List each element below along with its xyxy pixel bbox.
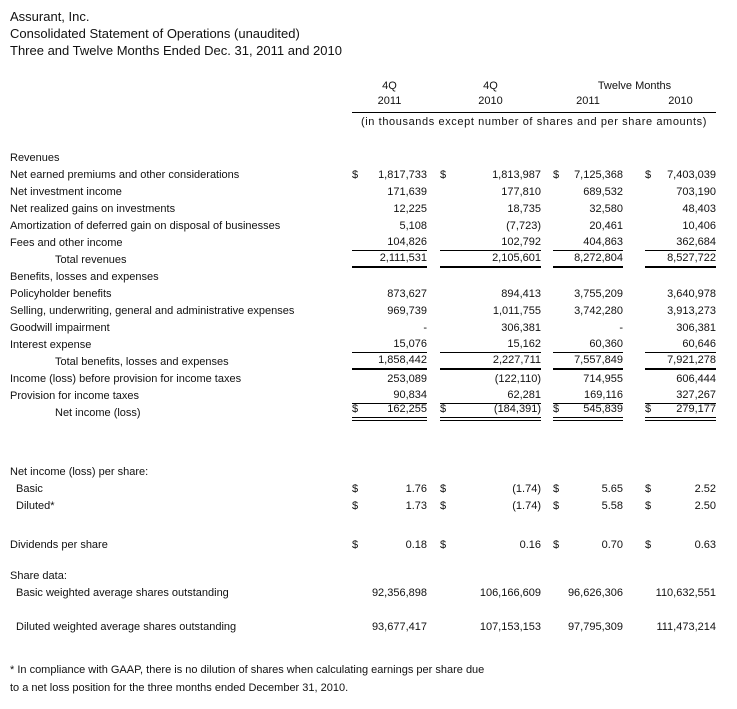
- cell-value: 327,267: [676, 389, 716, 401]
- cell: [645, 498, 716, 514]
- units-note: (in thousands except number of shares and per share amounts): [360, 116, 707, 128]
- cell: [440, 401, 541, 421]
- cell: [440, 352, 541, 370]
- cell-value: 1,858,442: [378, 354, 427, 366]
- cell-value: 0.63: [694, 539, 716, 551]
- cell-value: 714,955: [583, 373, 623, 385]
- cell: [440, 619, 541, 635]
- cell-value: 1.76: [405, 483, 427, 495]
- cell: [553, 352, 623, 370]
- cell-value: 1,011,755: [492, 305, 541, 317]
- table-row: [0, 584, 737, 601]
- row-label: Net earned premiums and other considerations: [10, 169, 240, 181]
- cell: [440, 250, 541, 268]
- cell-value: 3,755,209: [574, 288, 623, 300]
- row-label: Amortization of deferred gain on disposal of businesses: [10, 220, 281, 232]
- cell-value: 48,403: [682, 203, 716, 215]
- cell: [352, 585, 427, 601]
- dollar-sign: $: [352, 500, 359, 512]
- dollar-sign: $: [645, 483, 652, 495]
- cell-value: 253,089: [387, 373, 427, 385]
- cell-value: 2,227,711: [492, 354, 541, 366]
- cell-value: 873,627: [387, 288, 427, 300]
- cell: [440, 234, 541, 251]
- dollar-sign: $: [440, 483, 447, 495]
- cell: [440, 218, 541, 234]
- cell: [645, 537, 716, 553]
- table-row: [0, 183, 737, 200]
- header-spacer: [0, 94, 352, 109]
- row-label: Goodwill impairment: [10, 322, 110, 334]
- cell: [553, 184, 623, 200]
- cell-value: 18,735: [507, 203, 541, 215]
- cell: [645, 250, 716, 268]
- cell: [352, 481, 427, 497]
- cell: [553, 498, 623, 514]
- table-row: [0, 370, 737, 387]
- year-header-tm-2010: 2010: [668, 95, 693, 107]
- cell-value: -: [423, 322, 427, 334]
- cell-value: 703,190: [676, 186, 716, 198]
- column-header-q4-2011: 4Q: [382, 80, 397, 92]
- cell: [352, 286, 427, 302]
- cell-value: 92,356,898: [371, 587, 427, 599]
- cell-value: 2,111,531: [379, 252, 427, 264]
- cell-value: 7,403,039: [667, 169, 716, 181]
- cell: [440, 303, 541, 319]
- cell: [440, 481, 541, 497]
- row-label: Diluted*: [16, 500, 55, 512]
- cell-value: 102,792: [501, 236, 541, 248]
- cell: [553, 167, 623, 183]
- section-header: Share data:: [10, 570, 67, 582]
- cell: [553, 201, 623, 217]
- cell: [440, 585, 541, 601]
- cell: [352, 320, 427, 336]
- cell-value: 2.52: [694, 483, 716, 495]
- table-row: [0, 302, 737, 319]
- table-row: [0, 251, 737, 268]
- cell: [645, 303, 716, 319]
- cell-value: 90,834: [393, 389, 427, 401]
- row-label: Dividends per share: [10, 539, 108, 551]
- row-label: Total benefits, losses and expenses: [55, 356, 229, 368]
- cell: [553, 234, 623, 251]
- cell: [645, 336, 716, 353]
- cell-value: 606,444: [676, 373, 716, 385]
- cell: [440, 320, 541, 336]
- cell-value: 177,810: [501, 186, 541, 198]
- row-label: Net income (loss): [55, 407, 141, 419]
- row-label: Net investment income: [10, 186, 122, 198]
- cell-value: 5.65: [601, 483, 623, 495]
- cell: [440, 336, 541, 353]
- cell: [553, 336, 623, 353]
- table-row: [0, 497, 737, 514]
- table-row: [0, 336, 737, 353]
- row-label: Basic weighted average shares outstanding: [16, 587, 229, 599]
- dollar-sign: $: [553, 169, 560, 181]
- statement-title: Consolidated Statement of Operations (unaudited): [10, 26, 300, 41]
- cell: [352, 234, 427, 251]
- cell-value: 169,116: [584, 389, 623, 401]
- table-row: [0, 567, 737, 584]
- table-row: [0, 217, 737, 234]
- cell-value: 106,166,609: [479, 587, 541, 599]
- dollar-sign: $: [440, 169, 447, 181]
- footnote-line: * In compliance with GAAP, there is no dilution of shares when calculating earnings per share due: [10, 664, 485, 676]
- row-label: Fees and other income: [10, 237, 123, 249]
- row-label: Policyholder benefits: [10, 288, 112, 300]
- period-line: Three and Twelve Months Ended Dec. 31, 2011 and 2010: [10, 43, 342, 58]
- dollar-sign: $: [352, 169, 359, 181]
- cell-value: 93,677,417: [371, 621, 427, 633]
- row-label: Provision for income taxes: [10, 390, 139, 402]
- table-row: [0, 319, 737, 336]
- dollar-sign: $: [553, 500, 560, 512]
- cell: [553, 286, 623, 302]
- cell-value: (1.74): [512, 500, 541, 512]
- cell-value: 110,632,551: [655, 587, 716, 599]
- cell-value: 7,921,278: [667, 354, 716, 366]
- cell-value: 62,281: [507, 389, 541, 401]
- row-label: Basic: [16, 483, 43, 495]
- cell: [645, 585, 716, 601]
- cell-value: 32,580: [589, 203, 623, 215]
- table-row: [0, 149, 737, 166]
- cell: [553, 401, 623, 421]
- cell: [440, 498, 541, 514]
- cell-value: 3,742,280: [574, 305, 623, 317]
- cell: [645, 481, 716, 497]
- cell-value: 969,739: [387, 305, 427, 317]
- cell: [352, 250, 427, 268]
- column-header-twelve-months: Twelve Months: [597, 80, 672, 92]
- cell: [645, 234, 716, 251]
- cell: [553, 320, 623, 336]
- table-row: [0, 166, 737, 183]
- footnote-line: to a net loss position for the three months ended December 31, 2010.: [10, 682, 349, 694]
- cell-value: 0.16: [519, 539, 541, 551]
- cell-value: 10,406: [682, 220, 716, 232]
- section-header: Net income (loss) per share:: [10, 466, 149, 478]
- dollar-sign: $: [645, 169, 652, 181]
- cell: [352, 184, 427, 200]
- cell-value: 5.58: [601, 500, 623, 512]
- cell-value: 7,125,368: [574, 169, 623, 181]
- table-row: [0, 480, 737, 497]
- cell-value: 689,532: [583, 186, 623, 198]
- cell: [553, 585, 623, 601]
- cell-value: -: [619, 322, 623, 334]
- cell: [553, 218, 623, 234]
- cell-value: 3,913,273: [667, 305, 716, 317]
- dollar-sign: $: [352, 539, 359, 551]
- row-label: Net realized gains on investments: [10, 203, 176, 215]
- cell: [645, 401, 716, 421]
- cell-value: 12,225: [393, 203, 427, 215]
- dollar-sign: $: [645, 539, 652, 551]
- cell-value: 104,826: [387, 236, 427, 248]
- cell-value: 8,527,722: [667, 252, 716, 264]
- cell-value: 7,557,849: [574, 354, 623, 366]
- table-row: [0, 463, 737, 480]
- year-header-tm-2011: 2011: [576, 95, 600, 107]
- table-row: [0, 536, 737, 553]
- cell: [645, 352, 716, 370]
- company-name: Assurant, Inc.: [10, 9, 90, 24]
- cell: [645, 184, 716, 200]
- table-row: [0, 200, 737, 217]
- cell: [645, 167, 716, 183]
- row-label: Diluted weighted average shares outstanding: [16, 621, 237, 633]
- cell-value: 111,473,214: [656, 621, 716, 633]
- dollar-sign: $: [645, 403, 652, 415]
- cell-value: 2,105,601: [492, 252, 541, 264]
- cell-value: 96,626,306: [567, 587, 623, 599]
- dollar-sign: $: [352, 403, 359, 415]
- cell-value: 545,839: [583, 403, 623, 415]
- cell-value: 0.18: [405, 539, 427, 551]
- table-row: [0, 618, 737, 635]
- cell: [352, 498, 427, 514]
- cell-value: 279,177: [676, 403, 716, 415]
- cell: [440, 184, 541, 200]
- cell-value: 362,684: [676, 236, 716, 248]
- cell: [352, 401, 427, 421]
- cell: [440, 371, 541, 387]
- dollar-sign: $: [553, 483, 560, 495]
- cell-value: 2.50: [694, 500, 716, 512]
- cell-value: (1.74): [512, 483, 541, 495]
- cell: [352, 303, 427, 319]
- cell-value: 97,795,309: [567, 621, 623, 633]
- row-label: Income (loss) before provision for income taxes: [10, 373, 242, 385]
- row-label: Total revenues: [55, 254, 127, 266]
- cell: [352, 619, 427, 635]
- year-header-2010: 2010: [478, 95, 503, 107]
- cell-value: (184,391): [493, 403, 541, 415]
- cell: [553, 537, 623, 553]
- cell-value: 3,640,978: [667, 288, 716, 300]
- title-block: [0, 8, 737, 59]
- section-header: Revenues: [10, 152, 60, 164]
- cell: [440, 286, 541, 302]
- cell-value: 171,639: [387, 186, 427, 198]
- table-row: [0, 353, 737, 370]
- cell-value: 0.70: [601, 539, 623, 551]
- cell: [645, 201, 716, 217]
- cell-value: 107,153,153: [479, 621, 541, 633]
- cell-value: 1,813,987: [492, 169, 541, 181]
- footnote: [0, 661, 737, 697]
- year-header-2011: 2011: [377, 95, 402, 107]
- statement-table: [0, 149, 737, 635]
- cell: [352, 371, 427, 387]
- column-year-header-row: [0, 94, 737, 109]
- dollar-sign: $: [553, 403, 560, 415]
- cell-value: 8,272,804: [574, 252, 623, 264]
- dollar-sign: $: [440, 539, 447, 551]
- cell-value: 1,817,733: [378, 169, 427, 181]
- dollar-sign: $: [553, 539, 560, 551]
- header-rule: [352, 112, 716, 113]
- section-header: Benefits, losses and expenses: [10, 271, 159, 283]
- cell: [645, 619, 716, 635]
- cell: [553, 371, 623, 387]
- cell: [352, 218, 427, 234]
- table-row: [0, 404, 737, 421]
- cell: [645, 218, 716, 234]
- cell: [440, 537, 541, 553]
- cell-value: 306,381: [501, 322, 541, 334]
- cell: [352, 167, 427, 183]
- dollar-sign: $: [645, 500, 652, 512]
- cell: [440, 201, 541, 217]
- header-spacer: [0, 79, 352, 94]
- cell-value: (122,110): [494, 373, 541, 385]
- cell: [352, 336, 427, 353]
- table-row: [0, 234, 737, 251]
- cell-value: 306,381: [676, 322, 716, 334]
- cell-value: 60,646: [682, 338, 716, 350]
- cell-value: 162,255: [387, 403, 427, 415]
- cell: [553, 303, 623, 319]
- cell: [645, 286, 716, 302]
- cell: [352, 352, 427, 370]
- table-row: [0, 285, 737, 302]
- cell-value: 5,108: [399, 220, 427, 232]
- cell-value: 894,413: [501, 288, 541, 300]
- cell-value: 20,461: [589, 220, 623, 232]
- cell-value: 15,076: [393, 338, 427, 350]
- cell: [352, 537, 427, 553]
- cell-value: 1.73: [405, 500, 427, 512]
- cell: [352, 201, 427, 217]
- cell: [645, 320, 716, 336]
- column-period-header-row: [0, 79, 737, 94]
- cell-value: (7,723): [506, 220, 541, 232]
- cell-value: 15,162: [507, 338, 541, 350]
- table-row: [0, 268, 737, 285]
- dollar-sign: $: [352, 483, 359, 495]
- cell: [553, 481, 623, 497]
- cell: [645, 371, 716, 387]
- cell-value: 404,863: [583, 236, 623, 248]
- cell: [440, 167, 541, 183]
- column-header-q4-2010: 4Q: [483, 80, 498, 92]
- dollar-sign: $: [440, 403, 447, 415]
- cell: [553, 250, 623, 268]
- row-label: Selling, underwriting, general and administrative expenses: [10, 305, 295, 317]
- row-label: Interest expense: [10, 339, 92, 351]
- cell-value: 60,360: [589, 338, 623, 350]
- dollar-sign: $: [440, 500, 447, 512]
- cell: [553, 619, 623, 635]
